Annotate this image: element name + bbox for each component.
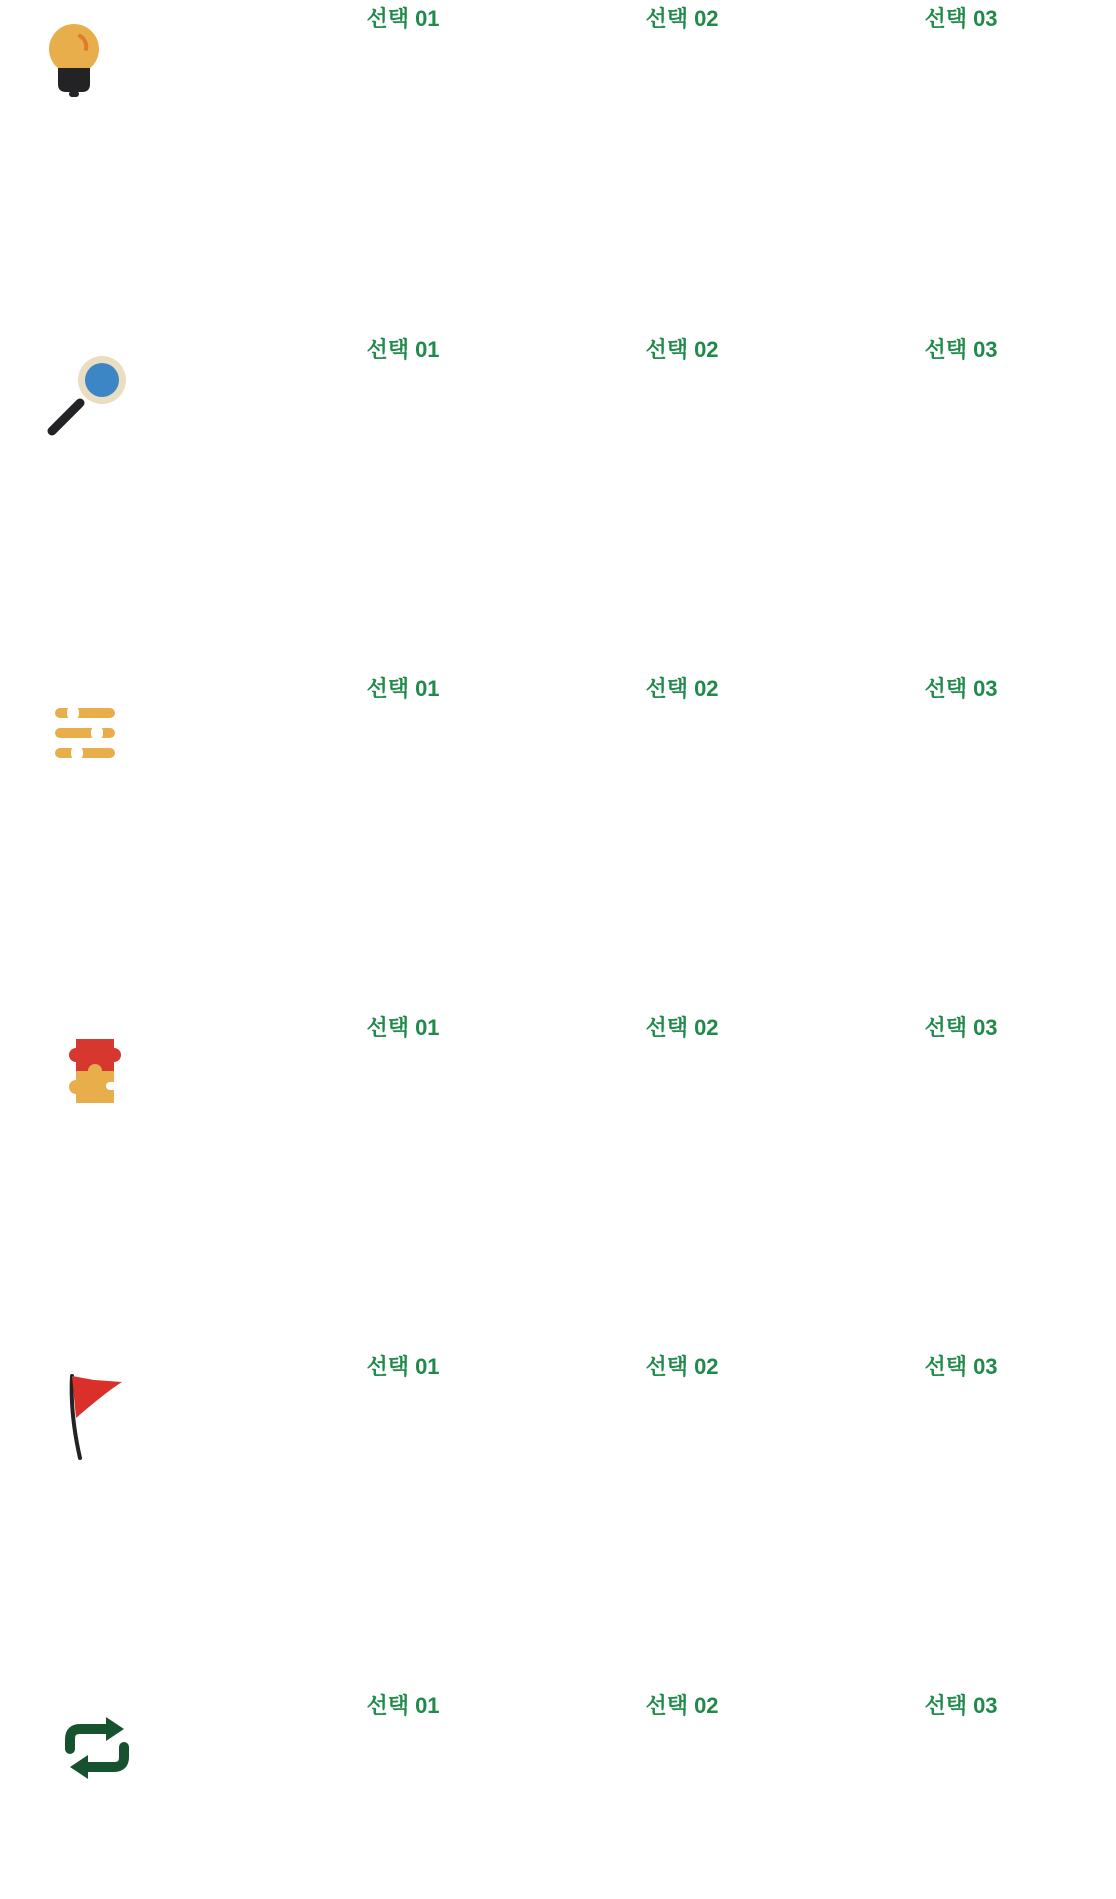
option-02-button[interactable]: 선택 02 <box>645 676 719 701</box>
lightbulb-icon <box>46 22 102 98</box>
option-01-button[interactable]: 선택 01 <box>366 337 440 362</box>
option-02-button[interactable]: 선택 02 <box>645 1693 719 1718</box>
option-03-button[interactable]: 선택 03 <box>924 337 998 362</box>
option-03-button[interactable]: 선택 03 <box>924 676 998 701</box>
sliders-icon <box>55 706 117 762</box>
option-01-button[interactable]: 선택 01 <box>366 1354 440 1379</box>
option-03-button[interactable]: 선택 03 <box>924 6 998 31</box>
magnifier-icon <box>46 355 130 439</box>
option-02-button[interactable]: 선택 02 <box>645 6 719 31</box>
option-01-button[interactable]: 선택 01 <box>366 6 440 31</box>
option-02-button[interactable]: 선택 02 <box>645 1354 719 1379</box>
option-02-button[interactable]: 선택 02 <box>645 337 719 362</box>
option-02-button[interactable]: 선택 02 <box>645 1015 719 1040</box>
option-01-button[interactable]: 선택 01 <box>366 676 440 701</box>
flag-icon <box>66 1374 126 1460</box>
puzzle-icon <box>66 1037 126 1107</box>
option-03-button[interactable]: 선택 03 <box>924 1015 998 1040</box>
option-01-button[interactable]: 선택 01 <box>366 1693 440 1718</box>
repeat-icon <box>62 1715 132 1781</box>
option-03-button[interactable]: 선택 03 <box>924 1693 998 1718</box>
option-01-button[interactable]: 선택 01 <box>366 1015 440 1040</box>
option-03-button[interactable]: 선택 03 <box>924 1354 998 1379</box>
